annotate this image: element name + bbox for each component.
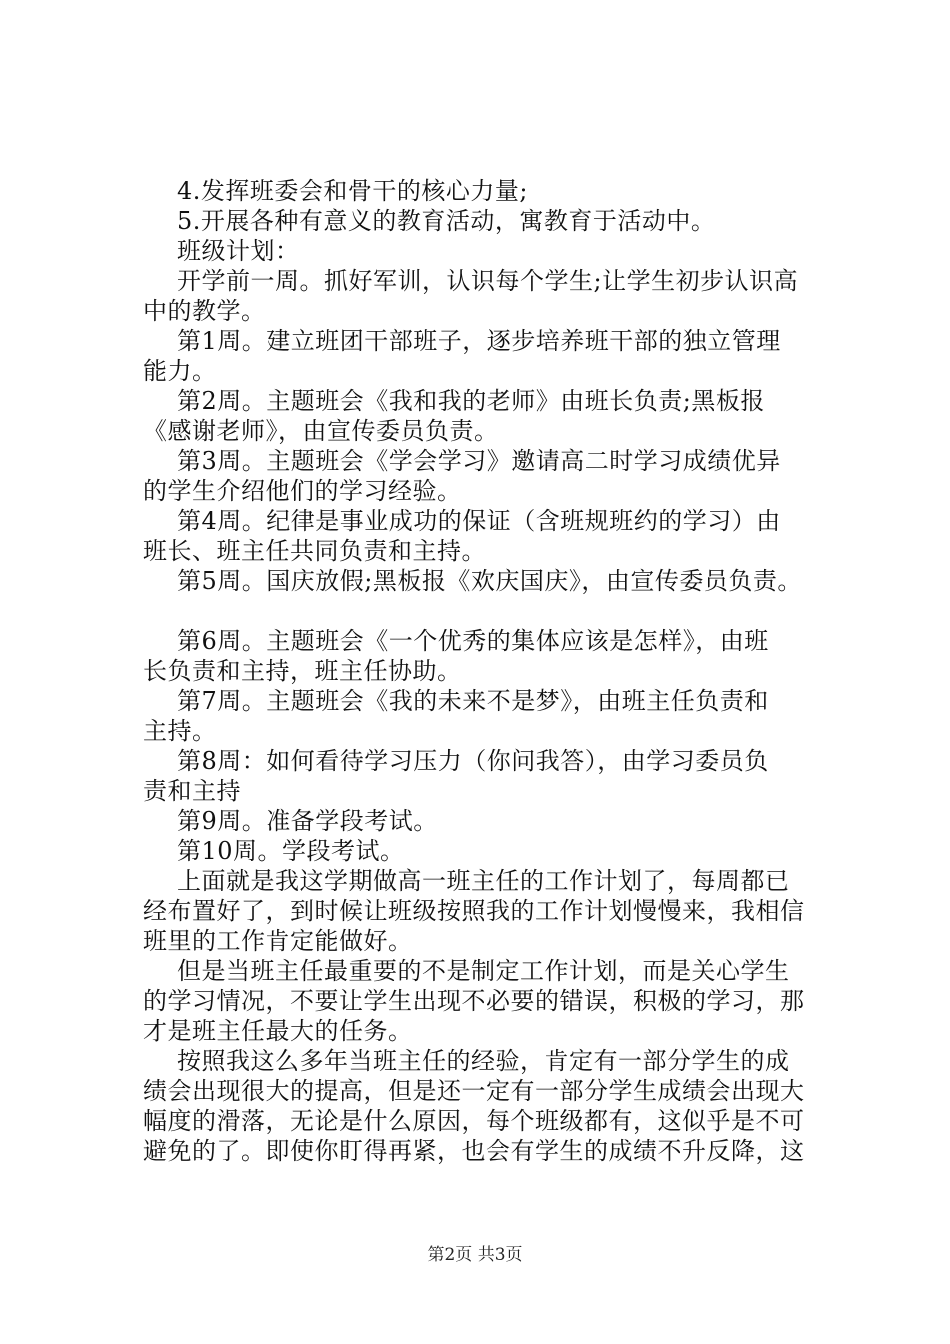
text-line: 第3周。主题班会《学会学习》邀请高二时学习成绩优异: [177, 447, 781, 475]
text-line: 经布置好了，到时候让班级按照我的工作计划慢慢来，我相信: [143, 897, 805, 925]
text-line: 才是班主任最大的任务。: [143, 1017, 413, 1045]
text-line: 的学习情况，不要让学生出现不必要的错误，积极的学习，那: [143, 987, 805, 1015]
text-line: 能力。: [143, 357, 217, 385]
text-line: 长负责和主持，班主任协助。: [143, 657, 462, 685]
text-line: 开学前一周。抓好军训，认识每个学生;让学生初步认识高: [177, 267, 799, 295]
text-line: 5.开展各种有意义的教育活动，寓教育于活动中。: [177, 207, 716, 235]
blank-line: [143, 596, 843, 626]
text-line: 第6周。主题班会《一个优秀的集体应该是怎样》，由班: [177, 627, 769, 655]
document-body: [143, 176, 843, 1166]
text-line: 《感谢老师》，由宣传委员负责。: [143, 417, 499, 445]
text-line: 幅度的滑落，无论是什么原因，每个班级都有，这似乎是不可: [143, 1107, 805, 1135]
text-line: 第10周。学段考试。: [177, 837, 405, 865]
text-line: 第2周。主题班会《我和我的老师》由班长负责;黑板报: [177, 387, 765, 415]
text-line: 的学生介绍他们的学习经验。: [143, 477, 462, 505]
text-line: 主持。: [143, 717, 217, 745]
text-line: 4.发挥班委会和骨干的核心力量;: [177, 177, 528, 205]
text-line: 第4周。纪律是事业成功的保证（含班规班约的学习）由: [177, 507, 781, 535]
text-line: 中的教学。: [143, 297, 266, 325]
text-line: 第5周。国庆放假;黑板报《欢庆国庆》，由宣传委员负责。: [177, 567, 802, 595]
text-line: 上面就是我这学期做高一班主任的工作计划了，每周都已: [177, 867, 790, 895]
text-line: 班里的工作肯定能做好。: [143, 927, 413, 955]
text-line: 班级计划：: [177, 237, 300, 265]
text-line: 但是当班主任最重要的不是制定工作计划，而是关心学生: [177, 957, 790, 985]
text-line: 绩会出现很大的提高，但是还一定有一部分学生成绩会出现大: [143, 1077, 805, 1105]
text-line: 责和主持: [143, 777, 241, 805]
page-number-footer: 第2页 共3页: [427, 1245, 523, 1265]
text-line: 班长、班主任共同负责和主持。: [143, 537, 486, 565]
text-line: 第9周。准备学段考试。: [177, 807, 438, 835]
text-line: 第1周。建立班团干部班子，逐步培养班干部的独立管理: [177, 327, 781, 355]
text-line: 第8周：如何看待学习压力（你问我答），由学习委员负: [177, 747, 769, 775]
text-line: 按照我这么多年当班主任的经验，肯定有一部分学生的成: [177, 1047, 790, 1075]
text-line: 第7周。主题班会《我的未来不是梦》，由班主任负责和: [177, 687, 769, 715]
text-line: 避免的了。即使你盯得再紧，也会有学生的成绩不升反降，这: [143, 1137, 805, 1165]
